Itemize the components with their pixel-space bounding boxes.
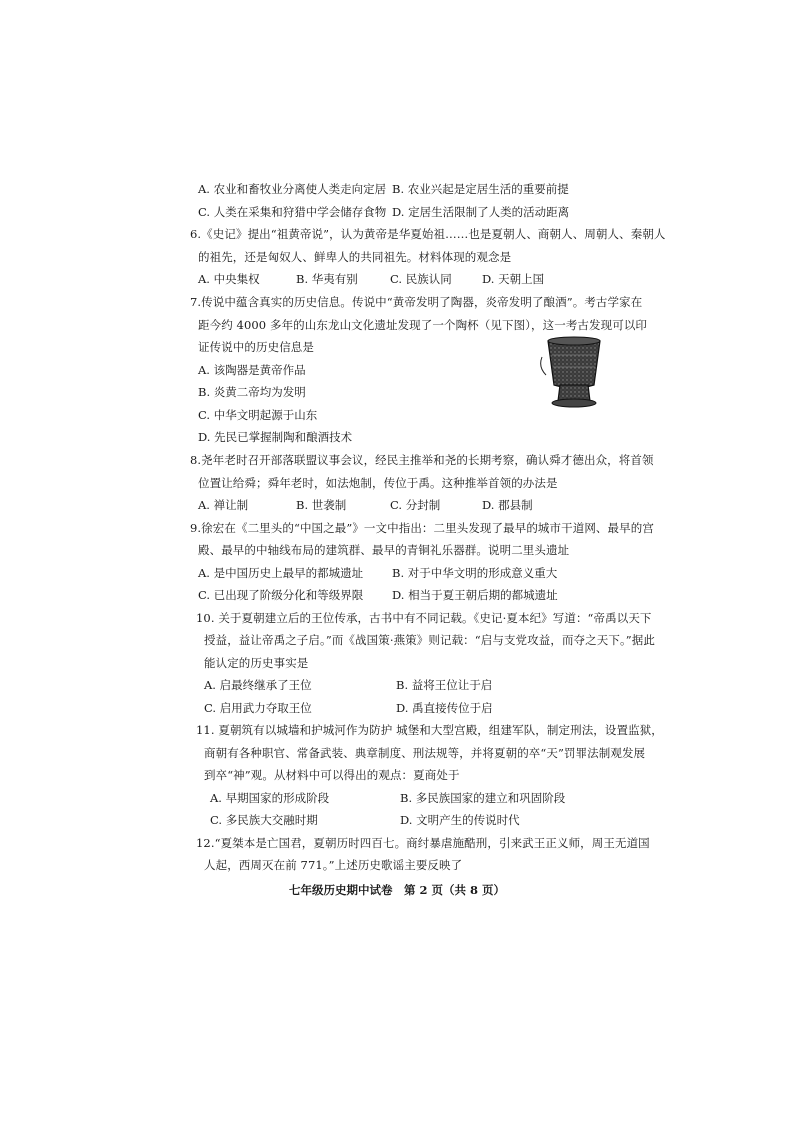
q11-option-b: B. 多民族国家的建立和巩固阶段 xyxy=(400,791,566,805)
q8-option-c: C. 分封制 xyxy=(390,498,441,512)
q10-stem-line: 10. 关于夏朝建立后的王位传承，古书中有不同记载。《史记·夏本纪》写道：“帝禹以天下 xyxy=(196,611,652,625)
q5-option-b: B. 农业兴起是定居生活的重要前提 xyxy=(392,182,569,196)
q6-option-a: A. 中央集权 xyxy=(198,272,260,286)
q7-stem-line: 证传说中的历史信息是 xyxy=(198,340,314,354)
q7-stem-line: 距今约 4000 多年的山东龙山文化遗址发现了一个陶杯（见下图），这一考古发现可以印 xyxy=(198,318,648,332)
q11-stem-line: 到卒“神”观。从材料中可以得出的观点：夏商处于 xyxy=(204,768,460,782)
q10-option-b: B. 益将王位让于启 xyxy=(396,678,493,692)
q11-option-c: C. 多民族大交融时期 xyxy=(210,813,318,827)
q12-stem-line: 人起，西周灭在前 771。”上述历史歌谣主要反映了 xyxy=(204,858,463,872)
q8-option-b: B. 世袭制 xyxy=(296,498,347,512)
q10-option-d: D. 禹直接传位于启 xyxy=(396,701,493,715)
q8-stem-line: 8.尧年老时召开部落联盟议事会议，经民主推举和尧的长期考察，确认舜才德出众，将首领 xyxy=(190,453,654,467)
q9-option-d: D. 相当于夏王朝后期的都城遗址 xyxy=(392,588,558,602)
q6-stem-line: 6.《史记》提出“祖黄帝说”，认为黄帝是华夏始祖……也是夏朝人、商朝人、周朝人、秦朝人 xyxy=(190,227,666,241)
q7-option-c: C. 中华文明起源于山东 xyxy=(198,408,318,422)
page-footer: 七年级历史期中试卷 第 2 页（共 8 页） xyxy=(288,883,506,897)
q9-option-b: B. 对于中华文明的形成意义重大 xyxy=(392,566,558,580)
q7-stem-line: 7.传说中蕴含真实的历史信息。传说中“黄帝发明了陶器，炎帝发明了酿酒”。考古学家在 xyxy=(190,295,643,309)
q7-option-d: D. 先民已掌握制陶和酿酒技术 xyxy=(198,430,353,444)
pottery-cup-image xyxy=(538,335,610,411)
q10-option-c: C. 启用武力夺取王位 xyxy=(204,701,312,715)
q10-option-a: A. 启最终继承了王位 xyxy=(204,678,312,692)
q7-option-a: A. 该陶器是黄帝作品 xyxy=(198,363,306,377)
q5-option-a: A. 农业和畜牧业分离使人类走向定居 xyxy=(198,182,387,196)
q5-option-c: C. 人类在采集和狩猎中学会储存食物 xyxy=(198,205,387,219)
q9-stem-line: 9.徐宏在《二里头的“中国之最”》一文中指出：二里头发现了最早的城市干道网、最早的宫 xyxy=(190,521,654,535)
q8-option-a: A. 禅让制 xyxy=(198,498,249,512)
q6-option-c: C. 民族认同 xyxy=(390,272,452,286)
q8-stem-line: 位置让给舜；舜年老时，如法炮制，传位于禹。这种推举首领的办法是 xyxy=(198,476,558,490)
q11-stem-line: 商朝有各种职官、常备武装、典章制度、刑法规等，并将夏朝的卒“天”罚罪法制观发展 xyxy=(204,746,646,760)
q11-stem-line: 11. 夏朝筑有以城墙和护城河作为防护 城堡和大型宫殿，组建军队，制定刑法，设置监狱， xyxy=(196,723,663,737)
q6-option-b: B. 华夷有别 xyxy=(296,272,358,286)
q9-option-c: C. 已出现了阶级分化和等级界限 xyxy=(198,588,364,602)
q9-stem-line: 殿、最早的中轴线布局的建筑群、最早的青铜礼乐器群。说明二里头遗址 xyxy=(198,543,570,557)
q12-stem-line: 12.“夏桀本是亡国君，夏朝历时四百七。商纣暴虐施酷刑，引来武王正义师，周王无道国 xyxy=(196,836,650,850)
q10-stem-line: 能认定的历史事实是 xyxy=(204,656,309,670)
q7-option-b: B. 炎黄二帝均为发明 xyxy=(198,385,306,399)
q11-option-a: A. 早期国家的形成阶段 xyxy=(210,791,330,805)
q9-option-a: A. 是中国历史上最早的都城遗址 xyxy=(198,566,364,580)
q6-stem-line: 的祖先，还是匈奴人、鲜卑人的共同祖先。材料体现的观念是 xyxy=(198,250,512,264)
q11-option-d: D. 文明产生的传说时代 xyxy=(400,813,520,827)
q6-option-d: D. 天朝上国 xyxy=(482,272,545,286)
q8-option-d: D. 郡县制 xyxy=(482,498,533,512)
q5-option-d: D. 定居生活限制了人类的活动距离 xyxy=(392,205,570,219)
q10-stem-line: 授益，益让帝禹之子启。”而《战国策·燕策》则记载：“启与支党攻益，而夺之天下。”据此 xyxy=(204,633,655,647)
